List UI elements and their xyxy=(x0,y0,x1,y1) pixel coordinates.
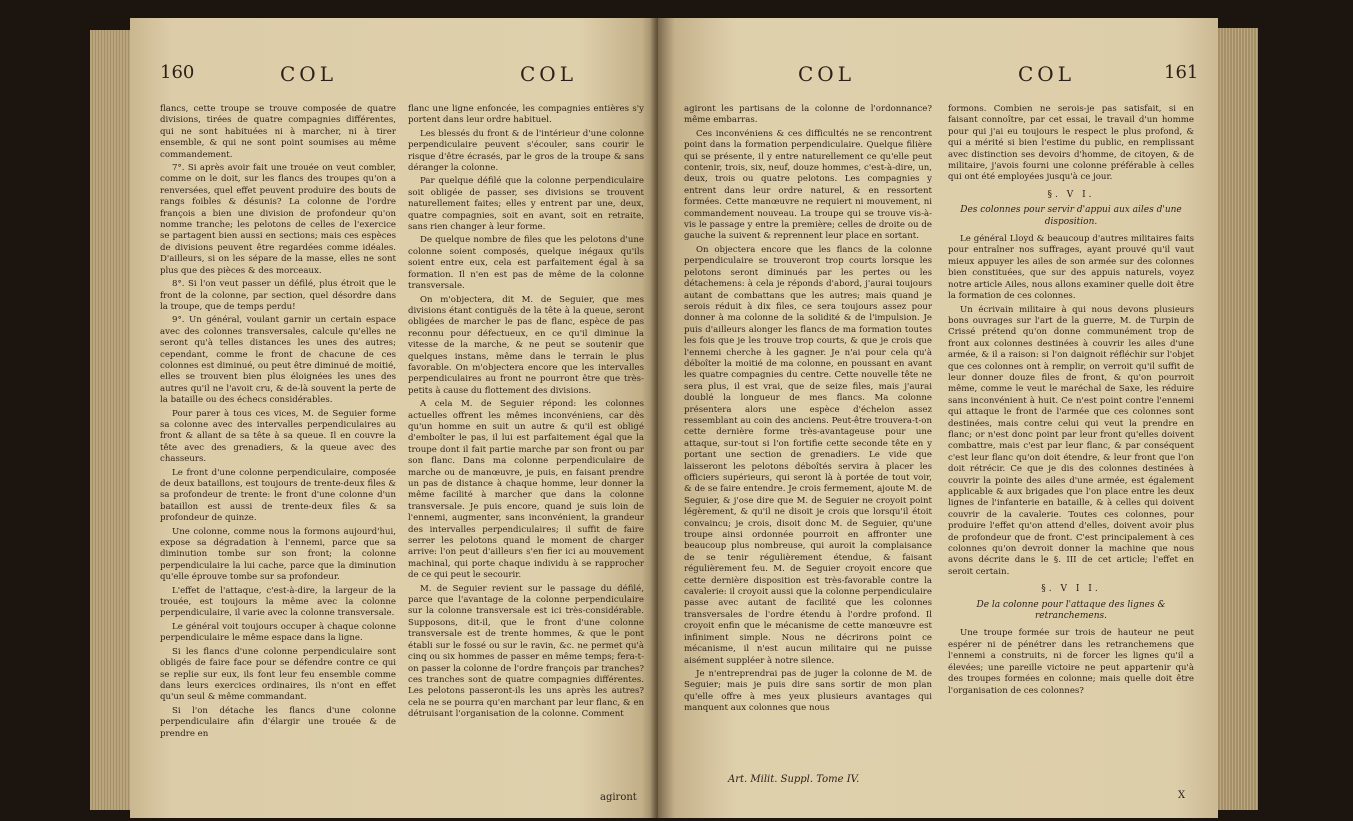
catchword: agiront xyxy=(600,792,637,803)
section-6-title: §. V I. xyxy=(1047,189,1095,200)
paragraph: Ces inconvéniens & ces difficultés ne se rencontrent point dans la formation perpendiculaire. Quelque filière qui se présente, il y entre naturellement ce qu'elle peut contenir, trois, six, neuf, douze hommes, c'est-à-dire, un, deux, trois ou quatre pelotons. Les compagnies y entrent dans leur ordre naturel, & en ressortent formées. Cette manœuvre ne requiert ni mouvement, ni commandement nouveau. La troupe qui se trouve vis-à-vis le passage y entre la première; celles de droite ou de gauche la suivent & reprennent leur place en sortant. xyxy=(684,128,932,242)
page-edges-right xyxy=(1218,28,1258,810)
section-6-heading: Des colonnes pour servir d'appui aux ailes d'une disposition. xyxy=(960,205,1182,227)
page-edges-left xyxy=(90,30,132,810)
right-page-number: 161 xyxy=(1164,62,1199,83)
section-7-heading: De la colonne pour l'attaque des lignes & retranchemens. xyxy=(976,599,1166,622)
right-running-head-2: COL xyxy=(1018,62,1075,86)
right-column-1 xyxy=(684,104,932,717)
paragraph: On objectera encore que les flancs de la colonne perpendiculaire se trouveront trop courts lorsque les pelotons seront diminués par les pertes ou les détachemens: à cela je réponds d'abord, j'aurai toujours autant de combattans que les autres; mais quand je serois réduit à dix files, ce sera toujours assez pour donner à ma colonne de la solidité & de l'impulsion. Je puis d'ailleurs alonger les flancs de ma formation toutes les fois que je les trouve trop courts, & que je crois que l'ennemi cherche à les gagner. Je n'ai pour cela qu'à déboîter la moitié de ma colonne, en poussant en avant les quatre compagnies du centre. Cette nouvelle tête ne sera plus, il est vrai, que de seize files, mais j'aurai doublé la longueur de mes flancs. Ma colonne présentera alors une espèce d'échelon assez ressemblant au coin des anciens. Peut-être trouvera-t-on cette dernière forme très-avantageuse pour une attaque, sur-tout si l'on fortifie cette seconde tête en y portant une section de grenadiers. Le vide que laisseront les pelotons déboîtés servira à placer les officiers supérieurs, qui seront là à portée de tout voir, & de se faire entendre. Je crois fermement, ajoute M. de Seguier, & j'ose dire que M. de Seguier ne croyoit point légèrement, & qu'il ne disoit je crois que lorsqu'il étoit convaincu; je crois, disoit donc M. de Seguier, qu'une troupe ainsi ordonnée pourroit en affronter une beaucoup plus nombreuse, qui auroit la complaisance de se tenir régulièrement étendue, & faisant régulièrement feu. M. de Seguier croyoit encore que cette dernière disposition est très-favorable contre la cavalerie: il croyoit aussi que la colonne perpendiculaire passe avec autant de facilité que les colonnes transversales de l'ordre étendu à l'ordre profond. Il croyoit enfin que le mécanisme de cette manœuvre est infiniment simple. Nous ne décrirons point ce mécanisme, il n'est aucun militaire qui ne puisse aisément suppléer à notre silence. xyxy=(684,244,932,666)
paragraph: formons. Combien ne serois-je pas satisfait, si en faisant connoître, par cet essai, le travail d'un homme pour qui j'ai eu toujours le respect le plus profond, & qui a mérité si bien l'estime du public, en remplissant avec distinction ses devoirs d'homme, de citoyen, & de militaire, j'avois fourni une colonne préférable à celles qui ont été employées jusqu'à ce jour. xyxy=(948,104,1194,183)
paragraph: Un écrivain militaire à qui nous devons plusieurs bons ouvrages sur l'art de la guerre, M. de Turpin de Crissé prétend qu'on donne communément trop de front aux colonnes destinées à couvrir les ailes d'une armée, & il a raison: si l'on daignoit réfléchir sur l'objet que ces colonnes ont à remplir, on verroit qu'il suffit de leur donner douze files de front, & qu'on pourroit même, comme le veut le maréchal de Saxe, les réduire sans inconvénient à huit. Ce n'est point contre l'ennemi qui attaque le front de l'armée que ces colonnes sont destinées, mais contre celui qui veut la prendre en flanc; or n'est donc point par leur front qu'elles doivent combattre, mais c'est par leur flanc, & par conséquent c'est leur flanc qu'on doit étendre, & leur front que l'on doit rétrécir. Ce que je dis des colonnes destinées à couvrir la pointe des ailes d'une armée, est également applicable & aux brigades que l'on place entre les deux lignes de l'infanterie en bataille, & à celles qui doivent couvrir de la cavalerie. Toutes ces colonnes, pour produire l'effet qu'on attend d'elles, doivent avoir plus de profondeur que de front. C'est principalement à ces colonnes qu'on devroit donner la machine que nous avons décrite dans le §. III de cet article; l'effet en seroit certain. xyxy=(948,304,1194,577)
paragraph: Je n'entreprendrai pas de juger la colonne de M. de Seguier; mais je puis dire sans sortir de mon plan qu'elle offre à mes yeux plusieurs avantages qui manquent aux colonnes que nous xyxy=(684,668,932,714)
left-column-2 xyxy=(408,104,644,723)
right-running-head-1: COL xyxy=(798,62,855,86)
paragraph: De quelque nombre de files que les pelotons d'une colonne soient composés, quelque inégaux qu'ils soient entre eux, cela est parfaitement égal à sa formation. Il n'en est pas de même de la colonne transversale. xyxy=(408,235,644,292)
left-page xyxy=(130,18,658,818)
paragraph: Le général Lloyd & beaucoup d'autres militaires faits pour entraîner nos suffrages, ayant prouvé qu'il vaut mieux appuyer les ailes de son armée sur des colonnes bien constituées, que sur des appuis naturels, voyez notre article Ailes, nous allons examiner quelle doit être la formation de ces colonnes. xyxy=(948,234,1194,302)
paragraph: Le général voit toujours occuper à chaque colonne perpendiculaire le même espace dans la ligne. xyxy=(160,621,396,644)
paragraph: 9°. Un général, voulant garnir un certain espace avec des colonnes transversales, calcule qu'elles ne seront qu'à telles distances les unes des autres; cependant, comme le front de chacune de ces colonnes est diminué, ou peut être diminué de moitié, elles se trouvent bien plus éloignées les unes des autres qu'il ne l'avoit cru, & de-là souvent la perte de la bataille ou des échecs considérables. xyxy=(160,315,396,406)
paragraph: 8°. Si l'on veut passer un défilé, plus étroit que le front de la colonne, par section, quel désordre dans la troupe, que de temps perdu! xyxy=(160,279,396,312)
paragraph: M. de Seguier revient sur le passage du défilé, parce que l'avantage de la colonne perpendiculaire sur la colonne transversale est ici très-considérable. Supposons, dit-il, que le front d'une colonne transversale est de trente hommes, & que le pont établi sur le fossé ou sur le ravin, &c. ne permet qu'à cinq ou six hommes de passer en même temps; fera-t-on passer la colonne de l'ordre françois par tranches? ces tranches sont de quatre compagnies différentes. Les pelotons passeront-ils les uns après les autres? cela ne se pourra qu'en marchant par leur flanc, & en détruisant l'organisation de la colonne. Comment xyxy=(408,583,644,720)
paragraph: Si l'on détache les flancs d'une colonne perpendiculaire afin d'élargir une trouée & de prendre en xyxy=(160,705,396,739)
right-page xyxy=(658,18,1218,818)
right-column-2 xyxy=(948,104,1194,699)
left-running-head-1: COL xyxy=(280,62,337,86)
paragraph: Le front d'une colonne perpendiculaire, composée de deux bataillons, est toujours de trente-deux files & sa profondeur de trente: le front d'une colonne d'un bataillon est aussi de trente-deux files & sa profondeur de quinze. xyxy=(160,467,396,524)
paragraph: L'effet de l'attaque, c'est-à-dire, la largeur de la trouée, est toujours la même avec la colonne perpendiculaire, il varie avec la colonne transversale. xyxy=(160,585,396,619)
left-column-1 xyxy=(160,104,396,742)
paragraph: agiront les partisans de la colonne de l'ordonnance? même embarras. xyxy=(684,104,932,126)
paragraph: Une troupe formée sur trois de hauteur ne peut espérer ni de pénétrer dans les retranchemens que l'ennemi a construits, ni de forcer les lignes qu'il a élevées; une pareille victoire ne peut appartenir qu'à des troupes formées en colonne; mais quelle doit être l'organisation de ces colonnes? xyxy=(948,628,1194,696)
paragraph: A cela M. de Seguier répond: les colonnes actuelles offrent les mêmes inconvéniens, car dès qu'un homme en suit un autre & qu'il est obligé d'emboîter le pas, il lui est parfaitement égal que la troupe dont il fait partie marche par son front ou par son flanc. Dans ma colonne perpendiculaire de marche ou de manœuvre, je puis, en faisant prendre un pas de distance à chaque homme, leur donner la même facilité à marcher que dans la colonne transversale. Je puis encore, quand je suis loin de l'ennemi, augmenter, sans inconvénient, la grandeur des intervalles perpendiculaires; il suffit de faire serrer les pelotons quand le moment de charger arrive: l'on peut d'ailleurs s'en fier ici au mouvement machinal, qui porte chaque individu à se rapprocher de ce qui peut le secourir. xyxy=(408,399,644,581)
section-7-title: §. V I I. xyxy=(1041,584,1101,595)
left-page-header xyxy=(130,62,658,90)
paragraph: On m'objectera, dit M. de Seguier, que mes divisions étant contiguës de la tête à la queue, seront obligées de marcher le pas de flanc, espèce de pas reconnu pour défectueux, en ce qu'il diminue la vitesse de la marche, & ne peut se soutenir que quelques instans, même dans le terrain le plus favorable. On m'objectera encore que les intervalles perpendiculaires au front ne pourront être que très-petits à cause du flottement des divisions. xyxy=(408,294,644,396)
paragraph: Une colonne, comme nous la formons aujourd'hui, expose sa dégradation à l'ennemi, parce que sa diminution tombe sur son front; la colonne perpendiculaire la lui cache, parce que la diminution qu'elle éprouve tombe sur sa profondeur. xyxy=(160,526,396,583)
right-page-header xyxy=(658,62,1218,90)
signature-mark: X xyxy=(1178,790,1186,801)
paragraph: Par quelque défilé que la colonne perpendiculaire soit obligée de passer, ses divisions se trouvent naturellement faites; elles y entrent par une, deux, quatre compagnies, soit en avant, soit en retraite, sans rien changer à leur forme. xyxy=(408,176,644,233)
footer-signature-line: Art. Milit. Suppl. Tome IV. xyxy=(728,774,860,785)
paragraph: flancs, cette troupe se trouve composée de quatre divisions, tirées de quatre compagnies différentes, qui ne sont habituées ni à marcher, ni à tirer ensemble, & qui ne sont point soumises au même commandement. xyxy=(160,104,396,160)
paragraph: Pour parer à tous ces vices, M. de Seguier forme sa colonne avec des intervalles perpendiculaires au front & allant de sa tête à sa queue. Il en couvre la tête avec des grenadiers, & la queue avec des chasseurs. xyxy=(160,408,396,465)
paragraph: 7°. Si après avoir fait une trouée on veut combler, comme on le doit, sur les flancs des troupes qu'on a renversées, quel effet peuvent produire des bouts de rangs foibles & désunis? La colonne de l'ordre françois a bien une division de profondeur qu'on nomme tranche; les pelotons de celles de l'exercice se partagent bien aussi en sections; mais ces espèces de divisions peuvent être regardées comme idéales. D'ailleurs, si on les sépare de la masse, elles ne sont plus que des pièces & des morceaux. xyxy=(160,163,396,276)
paragraph: flanc une ligne enfoncée, les compagnies entières s'y portent dans leur ordre habituel. xyxy=(408,104,644,126)
left-running-head-2: COL xyxy=(520,62,577,86)
paragraph: Les blessés du front & de l'intérieur d'une colonne perpendiculaire peuvent s'écouler, sans courir le risque d'être écrasés, par le gros de la troupe & sans déranger la colonne. xyxy=(408,128,644,174)
paragraph: Si les flancs d'une colonne perpendiculaire sont obligés de faire face pour se défendre contre ce qui se replie sur eux, ils font leur feu ensemble comme dans leurs exercices ordinaires, ils n'ont en effet qu'un seul & même commandant. xyxy=(160,646,396,703)
left-page-number: 160 xyxy=(160,62,195,83)
